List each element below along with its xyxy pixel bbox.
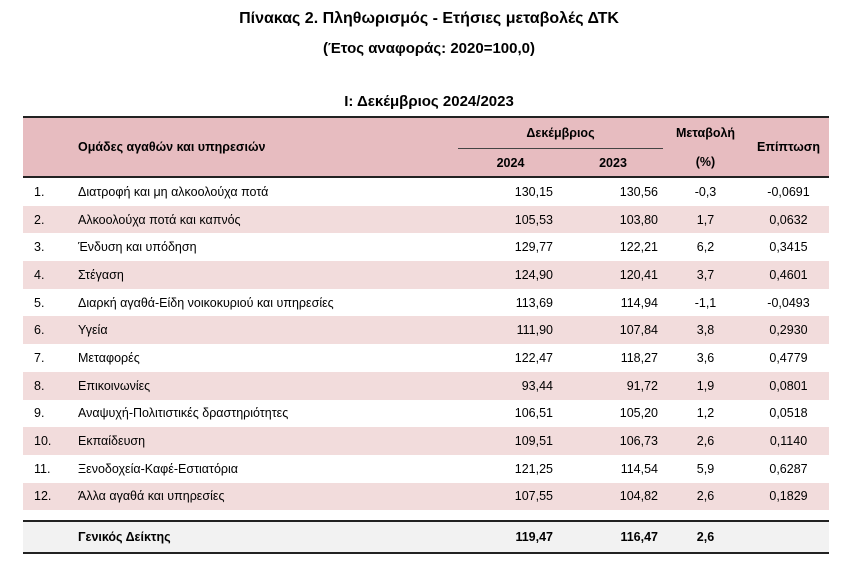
row-change: 6,2 [696,240,715,255]
row-change: 2,6 [663,427,748,455]
table-row [23,427,829,455]
row-group-name: Αλκοολούχα ποτά και καπνός [78,206,458,234]
row-impact: 0,3415 [769,240,808,255]
row-value-2023: 105,20 [619,406,658,421]
row-value-2023: 107,84 [563,316,663,344]
table-row [23,206,829,234]
table-row [23,233,829,261]
row-change: 2,6 [663,483,748,511]
row-impact: 0,0801 [748,372,829,400]
row-number: 7. [34,350,45,365]
row-value-2024: 106,51 [514,406,553,421]
row-value-2023: 120,41 [563,261,663,289]
row-change: 5,9 [696,461,715,476]
header-groups: Ομάδες αγαθών και υπηρεσιών [78,117,458,177]
header-year-2023: 2023 [563,149,663,178]
row-value-2024: 122,47 [514,350,553,365]
row-change: 3,7 [663,261,748,289]
row-number: 6. [23,316,78,344]
row-spacer [23,510,829,521]
row-number: 11. [34,461,51,476]
table-row [23,483,829,511]
table-row [23,289,829,317]
table-row [23,261,829,289]
row-number: 5. [34,295,45,310]
row-value-2024: 121,25 [514,461,553,476]
row-impact: -0,0493 [767,295,810,310]
row-change: 1,2 [696,406,715,421]
row-impact: 0,1140 [748,427,829,455]
header-december: Δεκέμβριος [458,117,663,149]
spacer-cell [23,510,829,521]
row-number: 2. [23,206,78,234]
row-group-name: Άλλα αγαθά και υπηρεσίες [78,483,458,511]
row-value-2023: 122,21 [619,240,658,255]
header-impact: Επίπτωση [748,117,829,177]
section-heading: Ι: Δεκέμβριος 2024/2023 [344,93,514,110]
page-subtitle: (Έτος αναφοράς: 2020=100,0) [323,40,535,57]
header-change-unit: (%) [663,149,748,178]
row-number: 10. [23,427,78,455]
total-label: Γενικός Δείκτης [78,521,458,553]
header-change: Μεταβολή [663,117,748,149]
row-value-2024: 105,53 [458,206,563,234]
total-num-cell [23,521,78,553]
row-impact: 0,4779 [769,350,808,365]
total-value-2023: 116,47 [563,521,663,553]
table-row [23,344,829,372]
row-impact: 0,2930 [748,316,829,344]
header-num-cell [23,117,78,177]
row-impact: 0,0518 [769,406,808,421]
row-value-2024: 107,55 [458,483,563,511]
row-number: 4. [23,261,78,289]
total-value-2024: 119,47 [458,521,563,553]
row-group-name: Υγεία [78,316,458,344]
table-row [23,316,829,344]
row-change: 3,6 [696,350,715,365]
page-title: Πίνακας 2. Πληθωρισμός - Ετήσιες μεταβολές ΔΤΚ [239,10,619,27]
row-change: -0,3 [694,184,717,199]
row-group-name: Μεταφορές [78,350,140,365]
row-value-2023: 114,94 [620,295,658,310]
row-value-2023: 106,73 [563,427,663,455]
row-group-name: Επικοινωνίες [78,372,458,400]
total-impact-cell [748,521,829,553]
row-value-2024: 109,51 [458,427,563,455]
row-number: 8. [23,372,78,400]
row-value-2023: 114,54 [620,461,658,476]
row-value-2024: 113,69 [515,295,553,310]
total-row [23,521,829,553]
row-value-2024: 93,44 [458,372,563,400]
row-group-name: Διαρκή αγαθά-Είδη νοικοκυριού και υπηρεσίες [78,295,334,310]
table-body [23,177,829,553]
row-impact: 0,0632 [748,206,829,234]
row-impact: 0,4601 [748,261,829,289]
row-number: 9. [34,406,45,421]
row-group-name: Διατροφή και μη αλκοολούχα ποτά [78,184,269,199]
table-row [23,177,829,206]
total-change: 2,6 [663,521,748,553]
row-value-2024: 129,77 [514,240,553,255]
row-group-name: Αναψυχή-Πολιτιστικές δραστηριότητες [78,406,289,421]
table-row [23,372,829,400]
row-group-name: Ξενοδοχεία-Καφέ-Εστιατόρια [78,461,239,476]
row-change: -1,1 [694,295,717,310]
table-row [23,400,829,428]
row-number: 3. [34,240,45,255]
row-value-2024: 130,15 [514,184,553,199]
row-impact: -0,0691 [767,184,810,199]
table-row [23,455,829,483]
row-value-2023: 130,56 [619,184,658,199]
row-group-name: Ένδυση και υπόδηση [78,240,197,255]
row-change: 1,9 [663,372,748,400]
row-value-2023: 118,27 [620,350,658,365]
row-value-2023: 104,82 [563,483,663,511]
row-number: 12. [23,483,78,511]
row-impact: 0,6287 [769,461,808,476]
row-group-name: Εκπαίδευση [78,427,458,455]
row-change: 1,7 [663,206,748,234]
row-change: 3,8 [663,316,748,344]
row-value-2024: 111,90 [458,316,563,344]
row-value-2024: 124,90 [458,261,563,289]
table-header [23,117,829,177]
inflation-table [23,116,829,554]
row-impact: 0,1829 [748,483,829,511]
header-year-2024: 2024 [458,149,563,178]
row-group-name: Στέγαση [78,261,458,289]
row-value-2023: 103,80 [563,206,663,234]
row-value-2023: 91,72 [563,372,663,400]
row-number: 1. [34,184,45,199]
